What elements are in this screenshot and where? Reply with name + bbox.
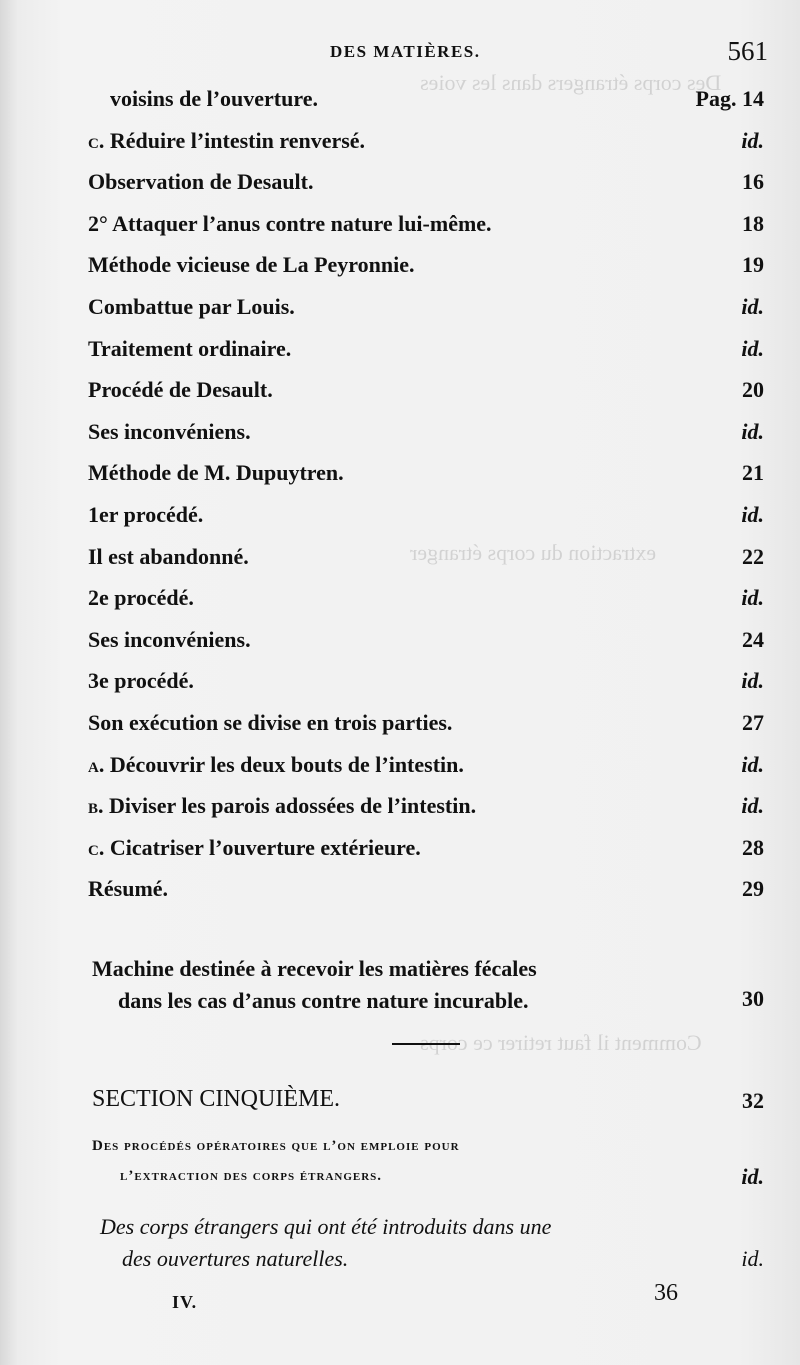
signature-mark: IV. [172,1292,198,1312]
entry-title [88,668,194,694]
entry-title [88,211,492,237]
entry-prefix: c. [88,835,105,860]
index-entry-machine [0,954,800,1020]
entry-page: 19 [742,252,764,277]
italic-entry-line1: Des corps étrangers qui ont été introduits dans une [100,1214,552,1239]
entry-title [88,710,452,736]
entry-title-text: 3e procédé. [88,668,194,693]
entry-title-text: Diviser les parois adossées de l’intestin. [109,793,477,818]
section-subhead-page: id. [741,1164,764,1189]
index-entry [0,627,800,667]
entry-page: 24 [742,627,764,652]
index-entry [0,710,800,750]
entry-title-text: Procédé de Desault. [88,377,273,402]
entry-prefix: c. [88,128,105,153]
entry-title [88,252,415,278]
entry-title [88,294,295,320]
index-entry [0,876,800,916]
entry-title-text: Méthode vicieuse de La Peyronnie. [88,252,415,277]
entry-title-text: Ses inconvéniens. [88,419,251,444]
entry-title [88,128,365,154]
entry-title-text: Cicatriser l’ouverture extérieure. [109,835,421,860]
entry-title [88,460,344,486]
entry-title [88,627,251,653]
index-entry [0,544,800,584]
section-divider [392,1043,460,1045]
italic-entry-page: id. [741,1246,764,1271]
entry-page: 16 [742,169,764,194]
entry-title [88,752,464,778]
index-entry [0,169,800,209]
entry-page: 21 [742,460,764,485]
entry-title [110,86,318,112]
entry-page: id. [741,294,764,319]
bleed-through-text: Des corps étrangers dans les voies [420,70,722,95]
entry-page: 28 [742,835,764,860]
entry-page: id. [741,793,764,818]
entry-title-text: 1er procédé. [88,502,204,527]
entry-page: id. [741,128,764,153]
entry-page: id. [741,668,764,693]
entry-title-text: 2e procédé. [88,585,194,610]
entry-title [88,502,203,528]
section-heading-page: 32 [742,1088,764,1113]
entry-title-line1: Machine destinée à recevoir les matières fécales [92,956,537,981]
index-entry [0,377,800,417]
entry-title-text: voisins de l’ouverture. [110,86,318,111]
entry-title [88,793,476,819]
entry-title-text: Traitement ordinaire. [88,336,292,361]
index-entry [0,793,800,833]
index-entry [0,835,800,875]
index-entry [0,294,800,334]
entry-prefix: a. [88,752,105,777]
entry-title-text: Ses inconvéniens. [88,627,251,652]
entry-title [88,377,273,403]
index-entry [0,128,800,168]
footer-folio: 36 [654,1280,678,1306]
entry-page: Pag. 14 [695,86,764,111]
bleed-through-text: Comment il faut retirer ce corps [420,1030,702,1055]
entry-title-text: Découvrir les deux bouts de l’intestin. [109,752,464,777]
section-heading: SECTION CINQUIÈME. [92,1086,340,1112]
index-entry [0,668,800,708]
index-entry [0,752,800,792]
entry-title-text: Combattue par Louis. [88,294,295,319]
entry-title-text: Méthode de M. Dupuytren. [88,460,344,485]
index-entry [0,419,800,459]
entry-prefix: b. [88,793,104,818]
entry-page: 20 [742,377,764,402]
entry-title [88,169,314,195]
running-head: DES MATIÈRES. [330,42,481,61]
page-number: 561 [727,36,768,66]
entry-page: 30 [742,986,764,1011]
section-subhead-line2: l’extraction des corps étrangers. [120,1168,383,1184]
entry-page: 18 [742,211,764,236]
entry-title-text: 2° Attaquer l’anus contre nature lui-même. [88,211,492,236]
entry-page: id. [741,419,764,444]
entry-page: id. [741,502,764,527]
entry-page: id. [741,752,764,777]
entry-title [88,336,291,362]
entry-page: id. [741,336,764,361]
index-entry [0,336,800,376]
italic-entry-line2: des ouvertures naturelles. [122,1246,349,1271]
entry-title [88,419,251,445]
index-entry [0,211,800,251]
entry-page: 29 [742,876,764,901]
entry-title [88,544,249,570]
entry-page: id. [741,585,764,610]
entry-page: 27 [742,710,764,735]
entry-title-line2: dans les cas d’anus contre nature incurable. [118,988,529,1013]
entry-page: 22 [742,544,764,569]
index-entry [0,460,800,500]
entry-title-text: Il est abandonné. [88,544,249,569]
entry-title-text: Réduire l’intestin renversé. [109,128,366,153]
entry-title [88,835,421,861]
index-entry [0,86,800,126]
entry-title-text: Résumé. [88,876,169,901]
index-entry [0,585,800,625]
page-header [0,36,800,76]
entry-title-text: Observation de Desault. [88,169,314,194]
bleed-through-text: extraction du corps étranger [410,540,657,565]
index-entry [0,252,800,292]
index-entry [0,502,800,542]
entry-title [88,876,168,902]
section-subhead-line1: Des procédés opératoires que l’on emploie pour [92,1138,460,1154]
entry-title-text: Son exécution se divise en trois parties. [88,710,453,735]
entry-title [88,585,194,611]
